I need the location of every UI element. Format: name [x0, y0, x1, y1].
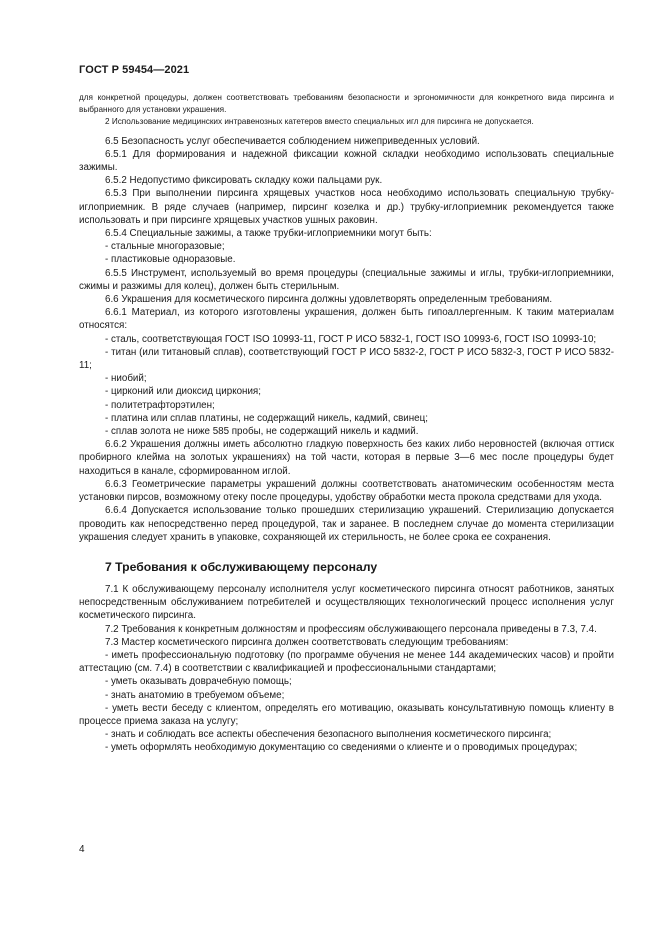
list-item: - цирконий или диоксид циркония;	[105, 386, 261, 398]
list-item: - титан (или титановый сплав), соответствующий ГОСТ Р ИСО 5832-2, ГОСТ Р ИСО 5832-3, ГОСТ Р ИСО 5832-11;	[79, 346, 614, 372]
clause-paragraph: 6.6 Украшения для косметического пирсинга должны удовлетворять определенным требованиям.	[105, 294, 553, 306]
clause-paragraph: 6.6.1 Материал, из которого изготовлены украшения, должен быть гипоаллергенным. К таким материалам относятся:	[79, 307, 614, 332]
note-paragraph: 2 Использование медицинских интравенозных катетеров вместо специальных игл для пирсинга не допускается.	[105, 117, 534, 127]
clause-paragraph: 6.5 Безопасность услуг обеспечивается соблюдением нижеприведенных условий.	[105, 135, 480, 147]
list-item: - иметь профессиональную подготовку (по программе обучения не менее 144 академических часов) и пройти аттестацию (см. 7.4) в соответствии с квалификацией и профессиональными стандартами;	[79, 649, 614, 675]
document-header: ГОСТ Р 59454—2021	[79, 64, 190, 76]
clause-paragraph: 6.6.4 Допускается использование только прошедших стерилизацию украшений. Стерилизацию допускается проводить как непосредственно перед процедурой, так и заранее. В последнем случае до момента стерилизации украшения следует хранить в упаковке, сохраняющей их стерильность, не более срока ее сохранения.	[79, 505, 614, 543]
clause-paragraph: 6.6.3 Геометрические параметры украшений должны соответствовать анатомическим особенностям места установки пирсов, возможному отеку после процедуры, удобству обработки места прокола средствами для ухода.	[79, 478, 614, 504]
clause-paragraph: 6.5.3 При выполнении пирсинга хрящевых участков носа необходимо использовать специальную трубку-иглоприемник. В ряде случаев (например, пирсинг козелка и др.) трубку-иглоприемник рекомендуется также использовать и при пирсинге хрящевых участков ушных раковин.	[79, 188, 614, 226]
clause-paragraph: 6.5.5 Инструмент, используемый во время процедуры (специальные зажимы и иглы, трубки-иглоприемники, сжимы и разжимы для колец), должен быть стерильным.	[79, 267, 614, 292]
clause-paragraph: 6.6.2 Украшения должны иметь абсолютно гладкую поверхность без каких либо неровностей (включая оттиск пробирного клейма на золотых украшениях) на той части, которая в первые 3—6 мес после процедуры будет находиться в канале, сформированном иглой.	[79, 439, 614, 477]
list-item: - платина или сплав платины, не содержащий никель, кадмий, свинец;	[105, 412, 428, 424]
document-body	[79, 92, 614, 755]
list-item: - сплав золота не ниже 585 пробы, не содержащий никель и кадмий.	[105, 426, 419, 438]
list-item: - пластиковые одноразовые.	[105, 254, 236, 266]
list-item: - ниобий;	[105, 373, 147, 385]
list-item: - знать анатомию в требуемом объеме;	[105, 689, 285, 701]
note-paragraph: для конкретной процедуры, должен соответствовать требованиям безопасности и эргономичности для конкретного вида пирсинга и выбранного для установки украшения.	[79, 93, 614, 115]
clause-paragraph: 7.1 К обслуживающему персоналу исполнителя услуг косметического пирсинга относят работников, занятых непосредственным обслуживанием потребителей и осуществляющих технологический процесс исполнения услуг косметического пирсинга.	[79, 583, 614, 622]
list-item: - сталь, соответствующая ГОСТ ISO 10993-11, ГОСТ Р ИСО 5832-1, ГОСТ ISO 10993-6, ГОСТ ISO 10993-10;	[105, 333, 597, 345]
list-item: - политетрафторэтилен;	[105, 399, 215, 411]
section-heading: 7 Требования к обслуживающему персоналу	[105, 559, 378, 574]
clause-paragraph: 6.5.2 Недопустимо фиксировать складку кожи пальцами рук.	[105, 175, 383, 187]
list-item: - знать и соблюдать все аспекты обеспечения безопасного выполнения косметического пирсинга;	[105, 729, 552, 741]
clause-paragraph: 7.3 Мастер косметического пирсинга должен соответствовать следующим требованиям:	[105, 636, 509, 648]
list-item: - уметь оказывать доврачебную помощь;	[105, 676, 292, 688]
page-number: 4	[79, 844, 85, 855]
list-item: - уметь оформлять необходимую документацию со сведениями о клиенте и о проводимых процедурах;	[105, 742, 578, 754]
clause-paragraph: 7.2 Требования к конкретным должностям и профессиям обслуживающего персонала приведены в 7.3, 7.4.	[105, 623, 597, 635]
clause-paragraph: 6.5.4 Специальные зажимы, а также трубки-иглоприемники могут быть:	[105, 228, 432, 240]
list-item: - уметь вести беседу с клиентом, определять его мотивацию, оказывать консультативную помощь клиенту в процессе приема заказа на услугу;	[79, 702, 614, 727]
list-item: - стальные многоразовые;	[105, 241, 225, 253]
clause-paragraph: 6.5.1 Для формирования и надежной фиксации кожной складки необходимо использовать специальные зажимы.	[79, 148, 614, 174]
